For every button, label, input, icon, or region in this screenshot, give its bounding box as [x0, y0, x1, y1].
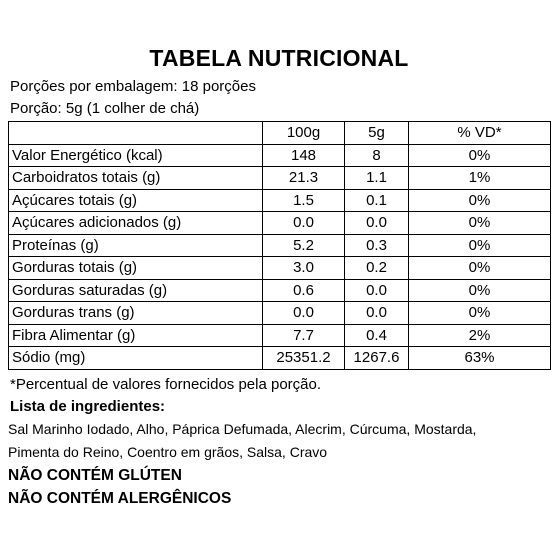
- table-row: [9, 212, 551, 235]
- value-vd: 63%: [409, 347, 551, 370]
- value-100g: 148: [263, 144, 345, 167]
- header-cell-nutrient: [9, 122, 263, 145]
- value-vd: 0%: [409, 257, 551, 280]
- header-cell-vd: % VD*: [409, 122, 551, 145]
- table-row: [9, 302, 551, 325]
- nutrient-name: Açúcares adicionados (g): [9, 212, 263, 235]
- value-100g: 5.2: [263, 234, 345, 257]
- table-row: [9, 279, 551, 302]
- table-row: [9, 189, 551, 212]
- gluten-notice: NÃO CONTÉM GLÚTEN: [8, 466, 182, 484]
- serving-size: Porção: 5g (1 colher de chá): [10, 100, 200, 117]
- ingredients-heading: Lista de ingredientes:: [10, 397, 166, 415]
- value-vd: 0%: [409, 279, 551, 302]
- value-5g: 8: [345, 144, 409, 167]
- value-100g: 0.0: [263, 212, 345, 235]
- ingredients-line: Pimenta do Reino, Coentro em grãos, Salsa, Cravo: [8, 443, 328, 460]
- value-5g: 0.3: [345, 234, 409, 257]
- table-row: [9, 347, 551, 370]
- value-vd: 0%: [409, 234, 551, 257]
- value-5g: 1267.6: [345, 347, 409, 370]
- value-5g: 0.0: [345, 212, 409, 235]
- value-100g: 7.7: [263, 324, 345, 347]
- nutrient-name: Valor Energético (kcal): [9, 144, 263, 167]
- nutrient-name: Carboidratos totais (g): [9, 167, 263, 190]
- value-100g: 25351.2: [263, 347, 345, 370]
- value-5g: 0.2: [345, 257, 409, 280]
- header-cell-5g: 5g: [345, 122, 409, 145]
- nutrient-name: Gorduras totais (g): [9, 257, 263, 280]
- value-5g: 0.1: [345, 189, 409, 212]
- nutrient-name: Gorduras saturadas (g): [9, 279, 263, 302]
- value-100g: 0.0: [263, 302, 345, 325]
- nutrition-label: [8, 0, 550, 510]
- value-vd: 0%: [409, 144, 551, 167]
- value-vd: 0%: [409, 189, 551, 212]
- value-vd: 0%: [409, 302, 551, 325]
- nutrient-name: Fibra Alimentar (g): [9, 324, 263, 347]
- nutrient-name: Sódio (mg): [9, 347, 263, 370]
- nutrition-table: [8, 121, 551, 370]
- value-5g: 0.0: [345, 279, 409, 302]
- table-row: [9, 234, 551, 257]
- table-row: [9, 324, 551, 347]
- table-header-row: [9, 122, 551, 145]
- value-vd: 1%: [409, 167, 551, 190]
- value-100g: 1.5: [263, 189, 345, 212]
- table-row: [9, 257, 551, 280]
- value-vd: 2%: [409, 324, 551, 347]
- value-5g: 1.1: [345, 167, 409, 190]
- footnote: *Percentual de valores fornecidos pela porção.: [10, 375, 322, 393]
- header-cell-100g: 100g: [263, 122, 345, 145]
- value-5g: 0.4: [345, 324, 409, 347]
- value-100g: 21.3: [263, 167, 345, 190]
- nutrient-name: Proteínas (g): [9, 234, 263, 257]
- table-row: [9, 144, 551, 167]
- nutrient-name: Gorduras trans (g): [9, 302, 263, 325]
- value-vd: 0%: [409, 212, 551, 235]
- value-100g: 0.6: [263, 279, 345, 302]
- value-5g: 0.0: [345, 302, 409, 325]
- servings-per-package: Porções por embalagem: 18 porções: [10, 78, 256, 95]
- nutrient-name: Açúcares totais (g): [9, 189, 263, 212]
- ingredients-line: Sal Marinho Iodado, Alho, Páprica Defumada, Alecrim, Cúrcuma, Mostarda,: [8, 420, 477, 437]
- label-title: TABELA NUTRICIONAL: [149, 45, 409, 71]
- value-100g: 3.0: [263, 257, 345, 280]
- table-row: [9, 167, 551, 190]
- allergen-notice: NÃO CONTÉM ALERGÊNICOS: [8, 489, 232, 507]
